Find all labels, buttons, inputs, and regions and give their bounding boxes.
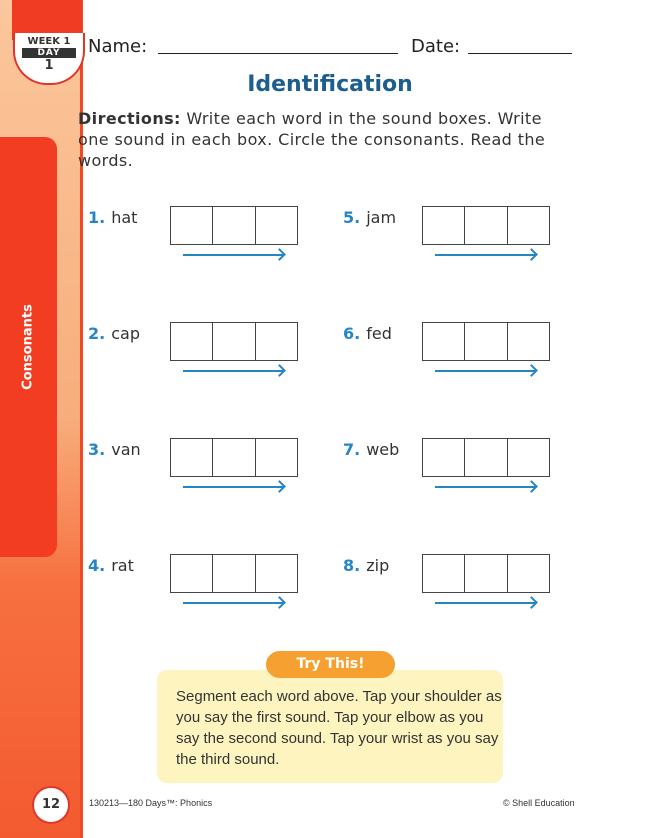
sound-boxes [422, 206, 550, 245]
item-number: 2. [88, 324, 106, 343]
section-tab-label: Consonants [20, 304, 36, 390]
directions-text: Write each word in the sound boxes. Write one sound in each box. Circle the consonants. Read the words. [78, 109, 546, 170]
sound-box[interactable] [423, 323, 465, 360]
item-number: 8. [343, 556, 361, 575]
sound-boxes [422, 438, 550, 477]
sound-box[interactable] [213, 439, 255, 476]
sound-box[interactable] [508, 439, 549, 476]
sound-box[interactable] [465, 439, 507, 476]
word-item [88, 556, 134, 575]
item-number: 5. [343, 208, 361, 227]
sound-box[interactable] [423, 555, 465, 592]
try-this-text: Segment each word above. Tap your shoulder as you say the first sound. Tap your elbow as you say the second sound. Tap your wrist as you say the third sound. [176, 688, 502, 768]
item-number: 3. [88, 440, 106, 459]
sound-box[interactable] [256, 207, 297, 244]
arrow-icon [183, 486, 283, 488]
sound-box[interactable] [465, 207, 507, 244]
item-word: rat [111, 556, 134, 575]
item-number: 4. [88, 556, 106, 575]
sound-box[interactable] [171, 323, 213, 360]
try-this-box [157, 670, 503, 783]
name-label: Name: [88, 36, 148, 57]
directions [78, 108, 578, 171]
day-number: 1 [44, 58, 54, 73]
sound-boxes [170, 206, 298, 245]
sound-boxes [170, 554, 298, 593]
sound-boxes [422, 322, 550, 361]
arrow-icon [435, 486, 535, 488]
word-item [343, 208, 396, 227]
sound-box[interactable] [171, 555, 213, 592]
arrow-icon [183, 602, 283, 604]
item-word: cap [111, 324, 140, 343]
word-item [88, 208, 137, 227]
word-item [343, 324, 392, 343]
item-word: fed [366, 324, 392, 343]
sound-box[interactable] [508, 555, 549, 592]
sound-box[interactable] [171, 439, 213, 476]
week-label: WEEK 1 [27, 36, 71, 47]
item-number: 6. [343, 324, 361, 343]
date-field[interactable] [468, 53, 572, 54]
item-number: 1. [88, 208, 106, 227]
item-word: hat [111, 208, 138, 227]
date-label: Date: [411, 36, 461, 57]
sound-box[interactable] [465, 323, 507, 360]
sound-box[interactable] [508, 207, 549, 244]
item-word: jam [366, 208, 397, 227]
word-item [343, 556, 389, 575]
sound-box[interactable] [213, 323, 255, 360]
sound-box[interactable] [508, 323, 549, 360]
item-word: van [111, 440, 141, 459]
sound-box[interactable] [423, 207, 465, 244]
sound-box[interactable] [213, 555, 255, 592]
try-this-label: Try This! [266, 651, 395, 678]
section-tab [0, 137, 57, 557]
sound-box[interactable] [256, 555, 297, 592]
sound-box[interactable] [256, 439, 297, 476]
item-word: web [366, 440, 400, 459]
arrow-icon [435, 602, 535, 604]
name-field[interactable] [158, 53, 398, 54]
footer-left: 130213—180 Days™: Phonics [89, 798, 213, 808]
arrow-icon [183, 254, 283, 256]
arrow-icon [435, 370, 535, 372]
word-item [88, 440, 141, 459]
sound-boxes [170, 438, 298, 477]
sound-boxes [170, 322, 298, 361]
sound-box[interactable] [213, 207, 255, 244]
sound-boxes [422, 554, 550, 593]
word-item [343, 440, 399, 459]
sound-box[interactable] [423, 439, 465, 476]
word-item [88, 324, 140, 343]
sound-box[interactable] [171, 207, 213, 244]
item-word: zip [366, 556, 390, 575]
arrow-icon [435, 254, 535, 256]
footer-right: © Shell Education [503, 798, 575, 808]
sound-box[interactable] [256, 323, 297, 360]
day-label: DAY [22, 48, 76, 58]
item-number: 7. [343, 440, 361, 459]
arrow-icon [183, 370, 283, 372]
sound-box[interactable] [465, 555, 507, 592]
directions-label: Directions: [78, 109, 181, 128]
page-title: Identification [247, 72, 413, 97]
page-number: 12 [32, 786, 70, 824]
